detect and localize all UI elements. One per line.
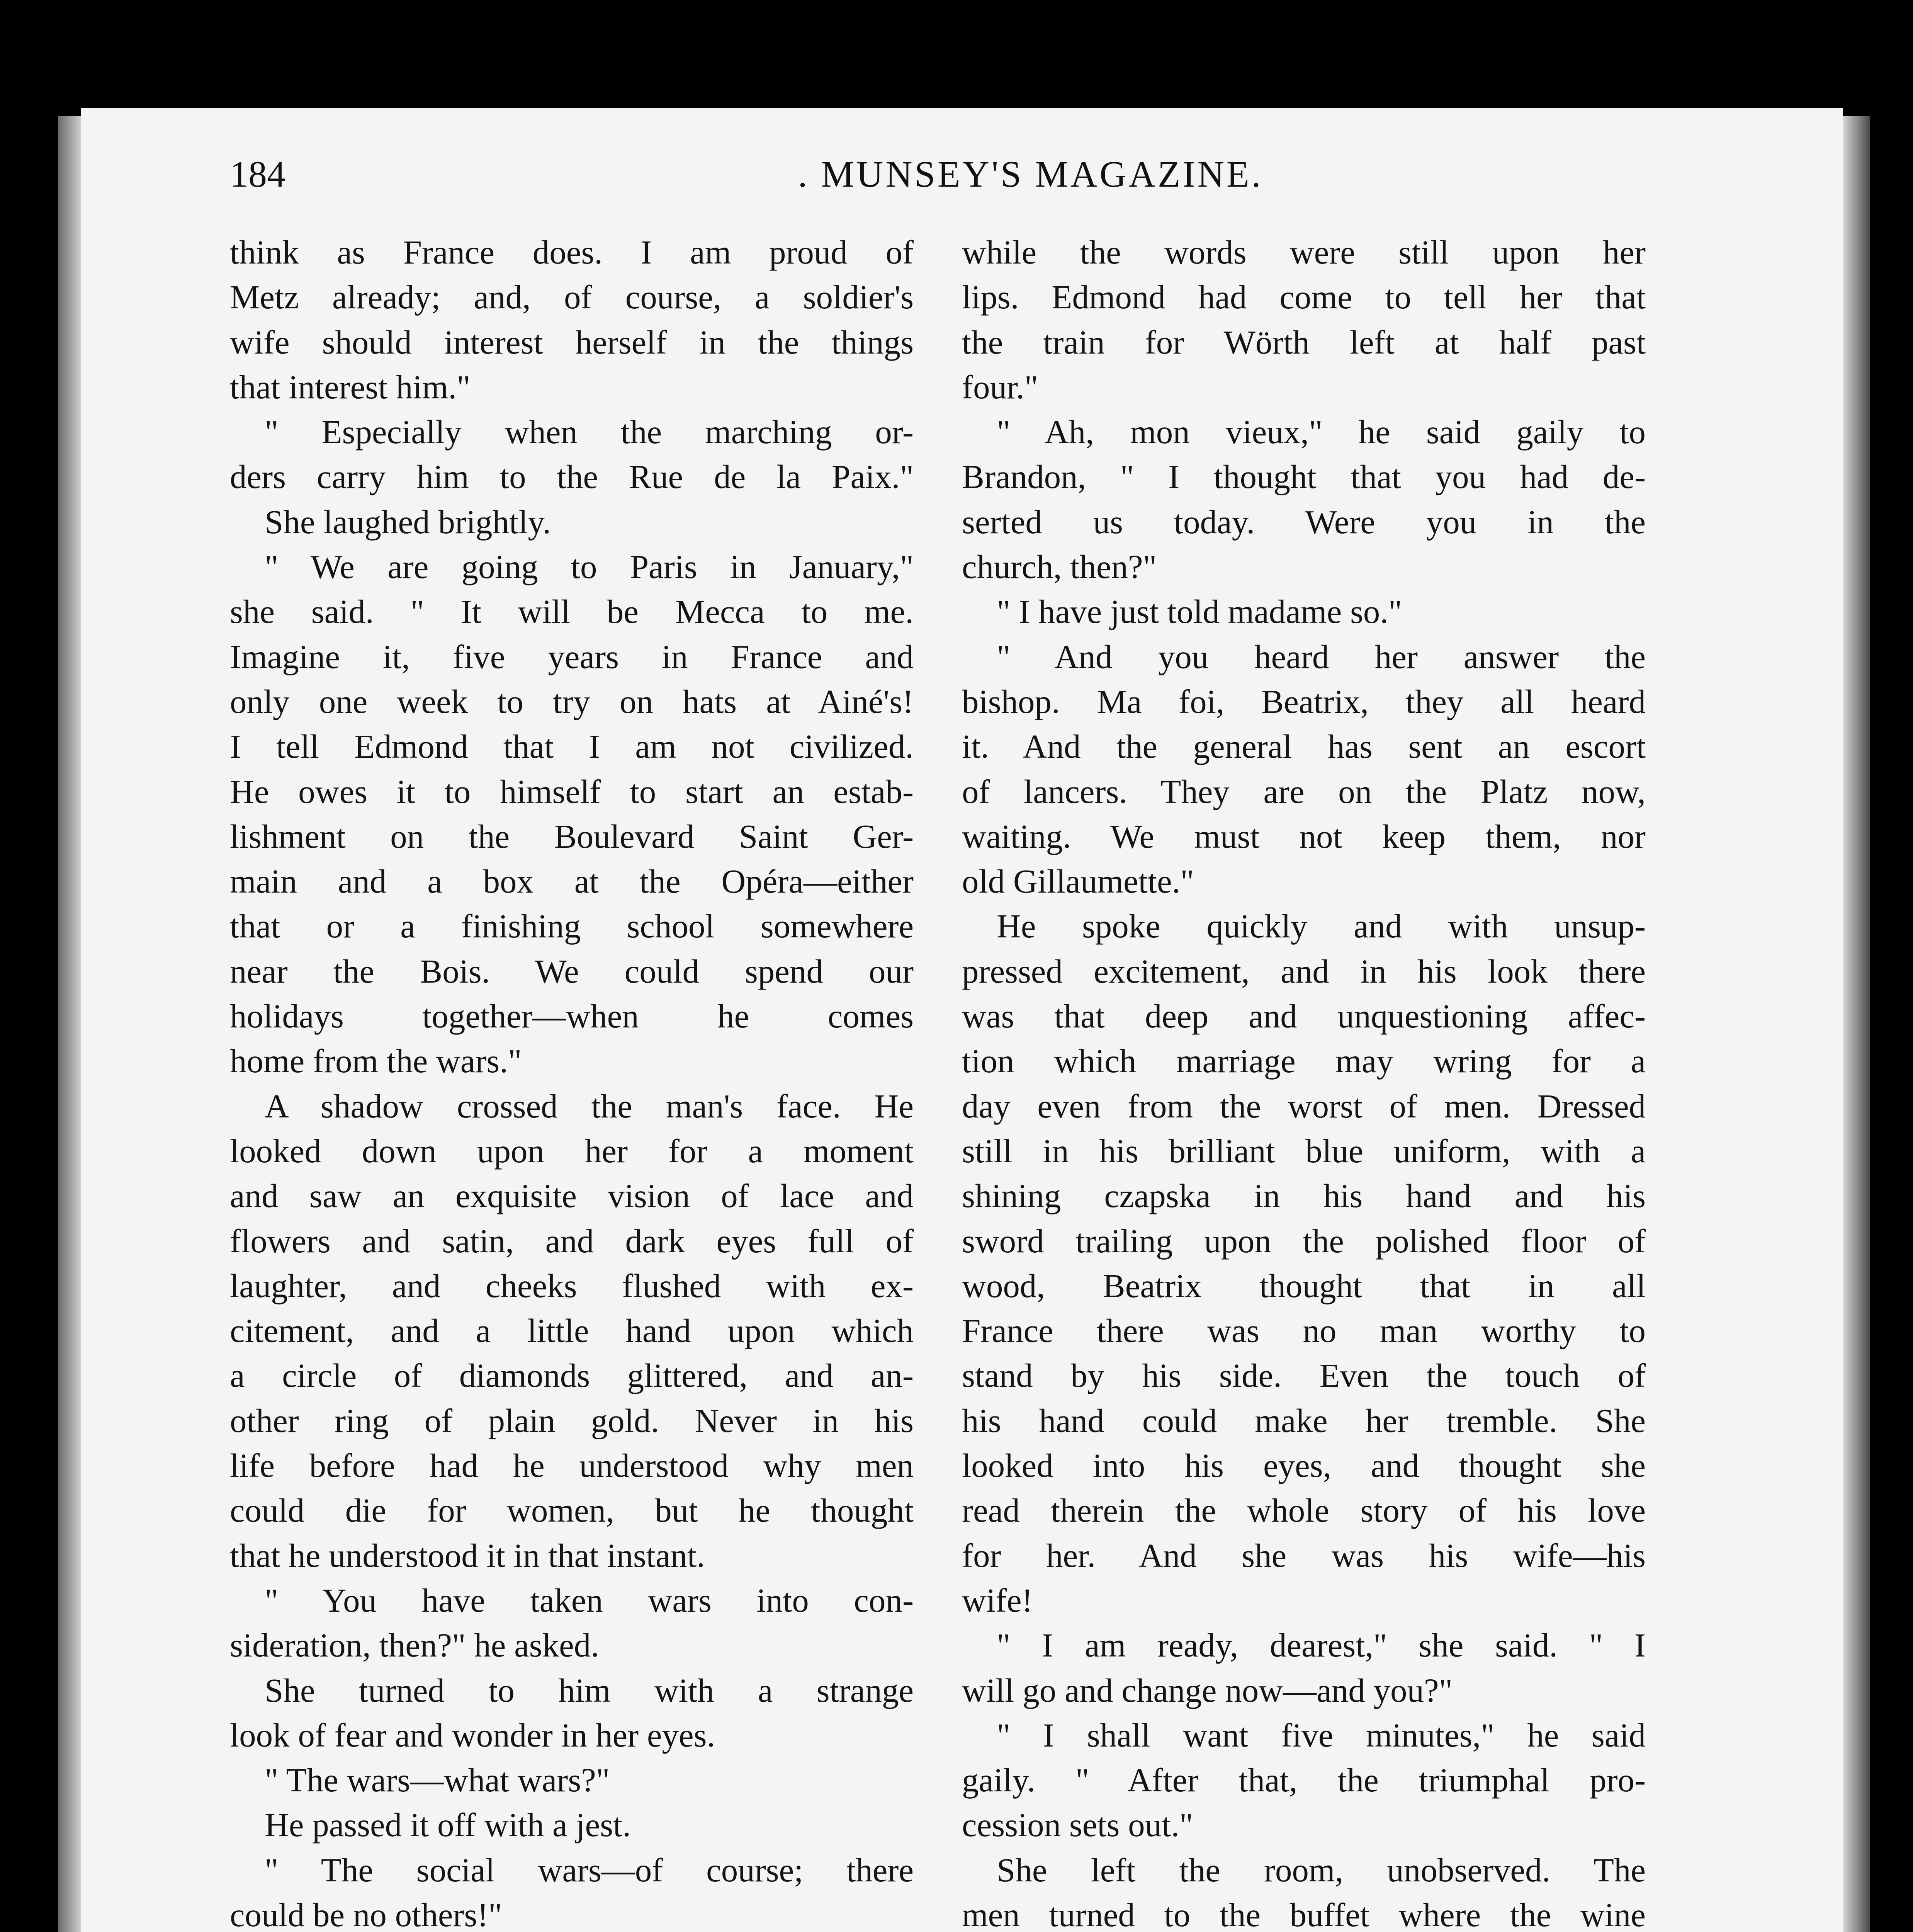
- text-line: lishment on the Boulevard Saint Ger-: [230, 817, 914, 855]
- left-text-column: [230, 230, 914, 1932]
- text-line: She laughed brightly.: [265, 503, 551, 541]
- page-edge-right: [1843, 116, 1870, 1932]
- text-line: Brandon, " I thought that you had de-: [962, 458, 1646, 496]
- text-line: He passed it off with a jest.: [265, 1806, 631, 1844]
- text-line: it. And the general has sent an escort: [962, 728, 1646, 765]
- text-line: " You have taken wars into con-: [265, 1581, 914, 1619]
- text-line: waiting. We must not keep them, nor: [962, 817, 1646, 855]
- text-line: Metz already; and, of course, a soldier's: [230, 278, 914, 316]
- text-line: looked down upon her for a moment: [230, 1132, 914, 1170]
- text-line: that interest him.": [230, 368, 471, 406]
- text-line: the train for Wörth left at half past: [962, 323, 1646, 361]
- text-line: only one week to try on hats at Ainé's!: [230, 682, 914, 720]
- text-line: that or a finishing school somewhere: [230, 907, 914, 945]
- text-line: other ring of plain gold. Never in his: [230, 1401, 914, 1439]
- text-line: near the Bois. We could spend our: [230, 952, 914, 990]
- text-line: " I have just told madame so.": [997, 593, 1402, 631]
- text-line: men turned to the buffet where the wine: [962, 1896, 1646, 1932]
- text-line: " The social wars—of course; there: [265, 1851, 914, 1889]
- text-line: " I shall want five minutes," he said: [997, 1716, 1646, 1754]
- text-line: lips. Edmond had come to tell her that: [962, 278, 1646, 316]
- page-number: 184: [230, 153, 285, 195]
- text-line: " The wars—what wars?": [265, 1761, 610, 1799]
- page-header: [230, 153, 1731, 207]
- text-line: think as France does. I am proud of: [230, 233, 914, 271]
- text-line: still in his brilliant blue uniform, with a: [962, 1132, 1646, 1170]
- text-line: old Gillaumette.": [962, 862, 1194, 900]
- text-line: " And you heard her answer the: [997, 638, 1646, 675]
- text-line: was that deep and unquestioning affec-: [962, 997, 1646, 1035]
- text-line: " Especially when the marching or-: [265, 413, 914, 451]
- text-line: could be no others!": [230, 1896, 502, 1932]
- text-line: A shadow crossed the man's face. He: [265, 1087, 914, 1125]
- text-line: wood, Beatrix thought that in all: [962, 1267, 1646, 1304]
- text-line: citement, and a little hand upon which: [230, 1312, 914, 1350]
- text-line: home from the wars.": [230, 1042, 522, 1080]
- right-text-column: [962, 230, 1646, 1932]
- text-line: wife!: [962, 1581, 1033, 1619]
- text-line: four.": [962, 368, 1038, 406]
- text-line: holidays together—when he comes: [230, 997, 914, 1035]
- text-line: She turned to him with a strange: [265, 1671, 914, 1709]
- text-line: cession sets out.": [962, 1806, 1193, 1844]
- text-line: sideration, then?" he asked.: [230, 1626, 599, 1664]
- text-line: " We are going to Paris in January,": [265, 548, 914, 586]
- text-line: serted us today. Were you in the: [962, 503, 1646, 541]
- text-line: pressed excitement, and in his look there: [962, 952, 1646, 990]
- text-line: She left the room, unobserved. The: [997, 1851, 1646, 1889]
- text-line: church, then?": [962, 548, 1157, 586]
- text-line: that he understood it in that instant.: [230, 1536, 705, 1574]
- text-line: Imagine it, five years in France and: [230, 638, 914, 675]
- text-line: sword trailing upon the polished floor of: [962, 1222, 1646, 1260]
- text-line: bishop. Ma foi, Beatrix, they all heard: [962, 682, 1646, 720]
- text-line: He owes it to himself to start an estab-: [230, 772, 914, 810]
- text-line: could die for women, but he thought: [230, 1492, 914, 1529]
- running-title: . MUNSEY'S MAGAZINE.: [798, 153, 1263, 195]
- text-line: wife should interest herself in the things: [230, 323, 914, 361]
- text-line: ders carry him to the Rue de la Paix.": [230, 458, 914, 496]
- text-line: main and a box at the Opéra—either: [230, 862, 914, 900]
- text-line: life before had he understood why men: [230, 1447, 914, 1485]
- text-line: she said. " It will be Mecca to me.: [230, 593, 914, 631]
- text-line: for her. And she was his wife—his: [962, 1536, 1646, 1574]
- page-edge-left: [58, 116, 81, 1932]
- text-line: laughter, and cheeks flushed with ex-: [230, 1267, 914, 1304]
- text-line: looked into his eyes, and thought she: [962, 1447, 1646, 1485]
- text-line: read therein the whole story of his love: [962, 1492, 1646, 1529]
- text-line: tion which marriage may wring for a: [962, 1042, 1646, 1080]
- text-line: " I am ready, dearest," she said. " I: [997, 1626, 1646, 1664]
- text-line: while the words were still upon her: [962, 233, 1646, 271]
- text-line: stand by his side. Even the touch of: [962, 1357, 1646, 1395]
- text-line: of lancers. They are on the Platz now,: [962, 772, 1646, 810]
- text-line: France there was no man worthy to: [962, 1312, 1646, 1350]
- text-line: I tell Edmond that I am not civilized.: [230, 728, 914, 765]
- text-line: shining czapska in his hand and his: [962, 1177, 1646, 1215]
- text-line: a circle of diamonds glittered, and an-: [230, 1357, 914, 1395]
- text-line: flowers and satin, and dark eyes full of: [230, 1222, 914, 1260]
- text-line: will go and change now—and you?": [962, 1671, 1453, 1709]
- text-line: He spoke quickly and with unsup-: [997, 907, 1646, 945]
- text-line: and saw an exquisite vision of lace and: [230, 1177, 914, 1215]
- text-line: day even from the worst of men. Dressed: [962, 1087, 1646, 1125]
- text-line: his hand could make her tremble. She: [962, 1401, 1646, 1439]
- text-line: " Ah, mon vieux," he said gaily to: [997, 413, 1646, 451]
- text-line: gaily. " After that, the triumphal pro-: [962, 1761, 1646, 1799]
- text-line: look of fear and wonder in her eyes.: [230, 1716, 715, 1754]
